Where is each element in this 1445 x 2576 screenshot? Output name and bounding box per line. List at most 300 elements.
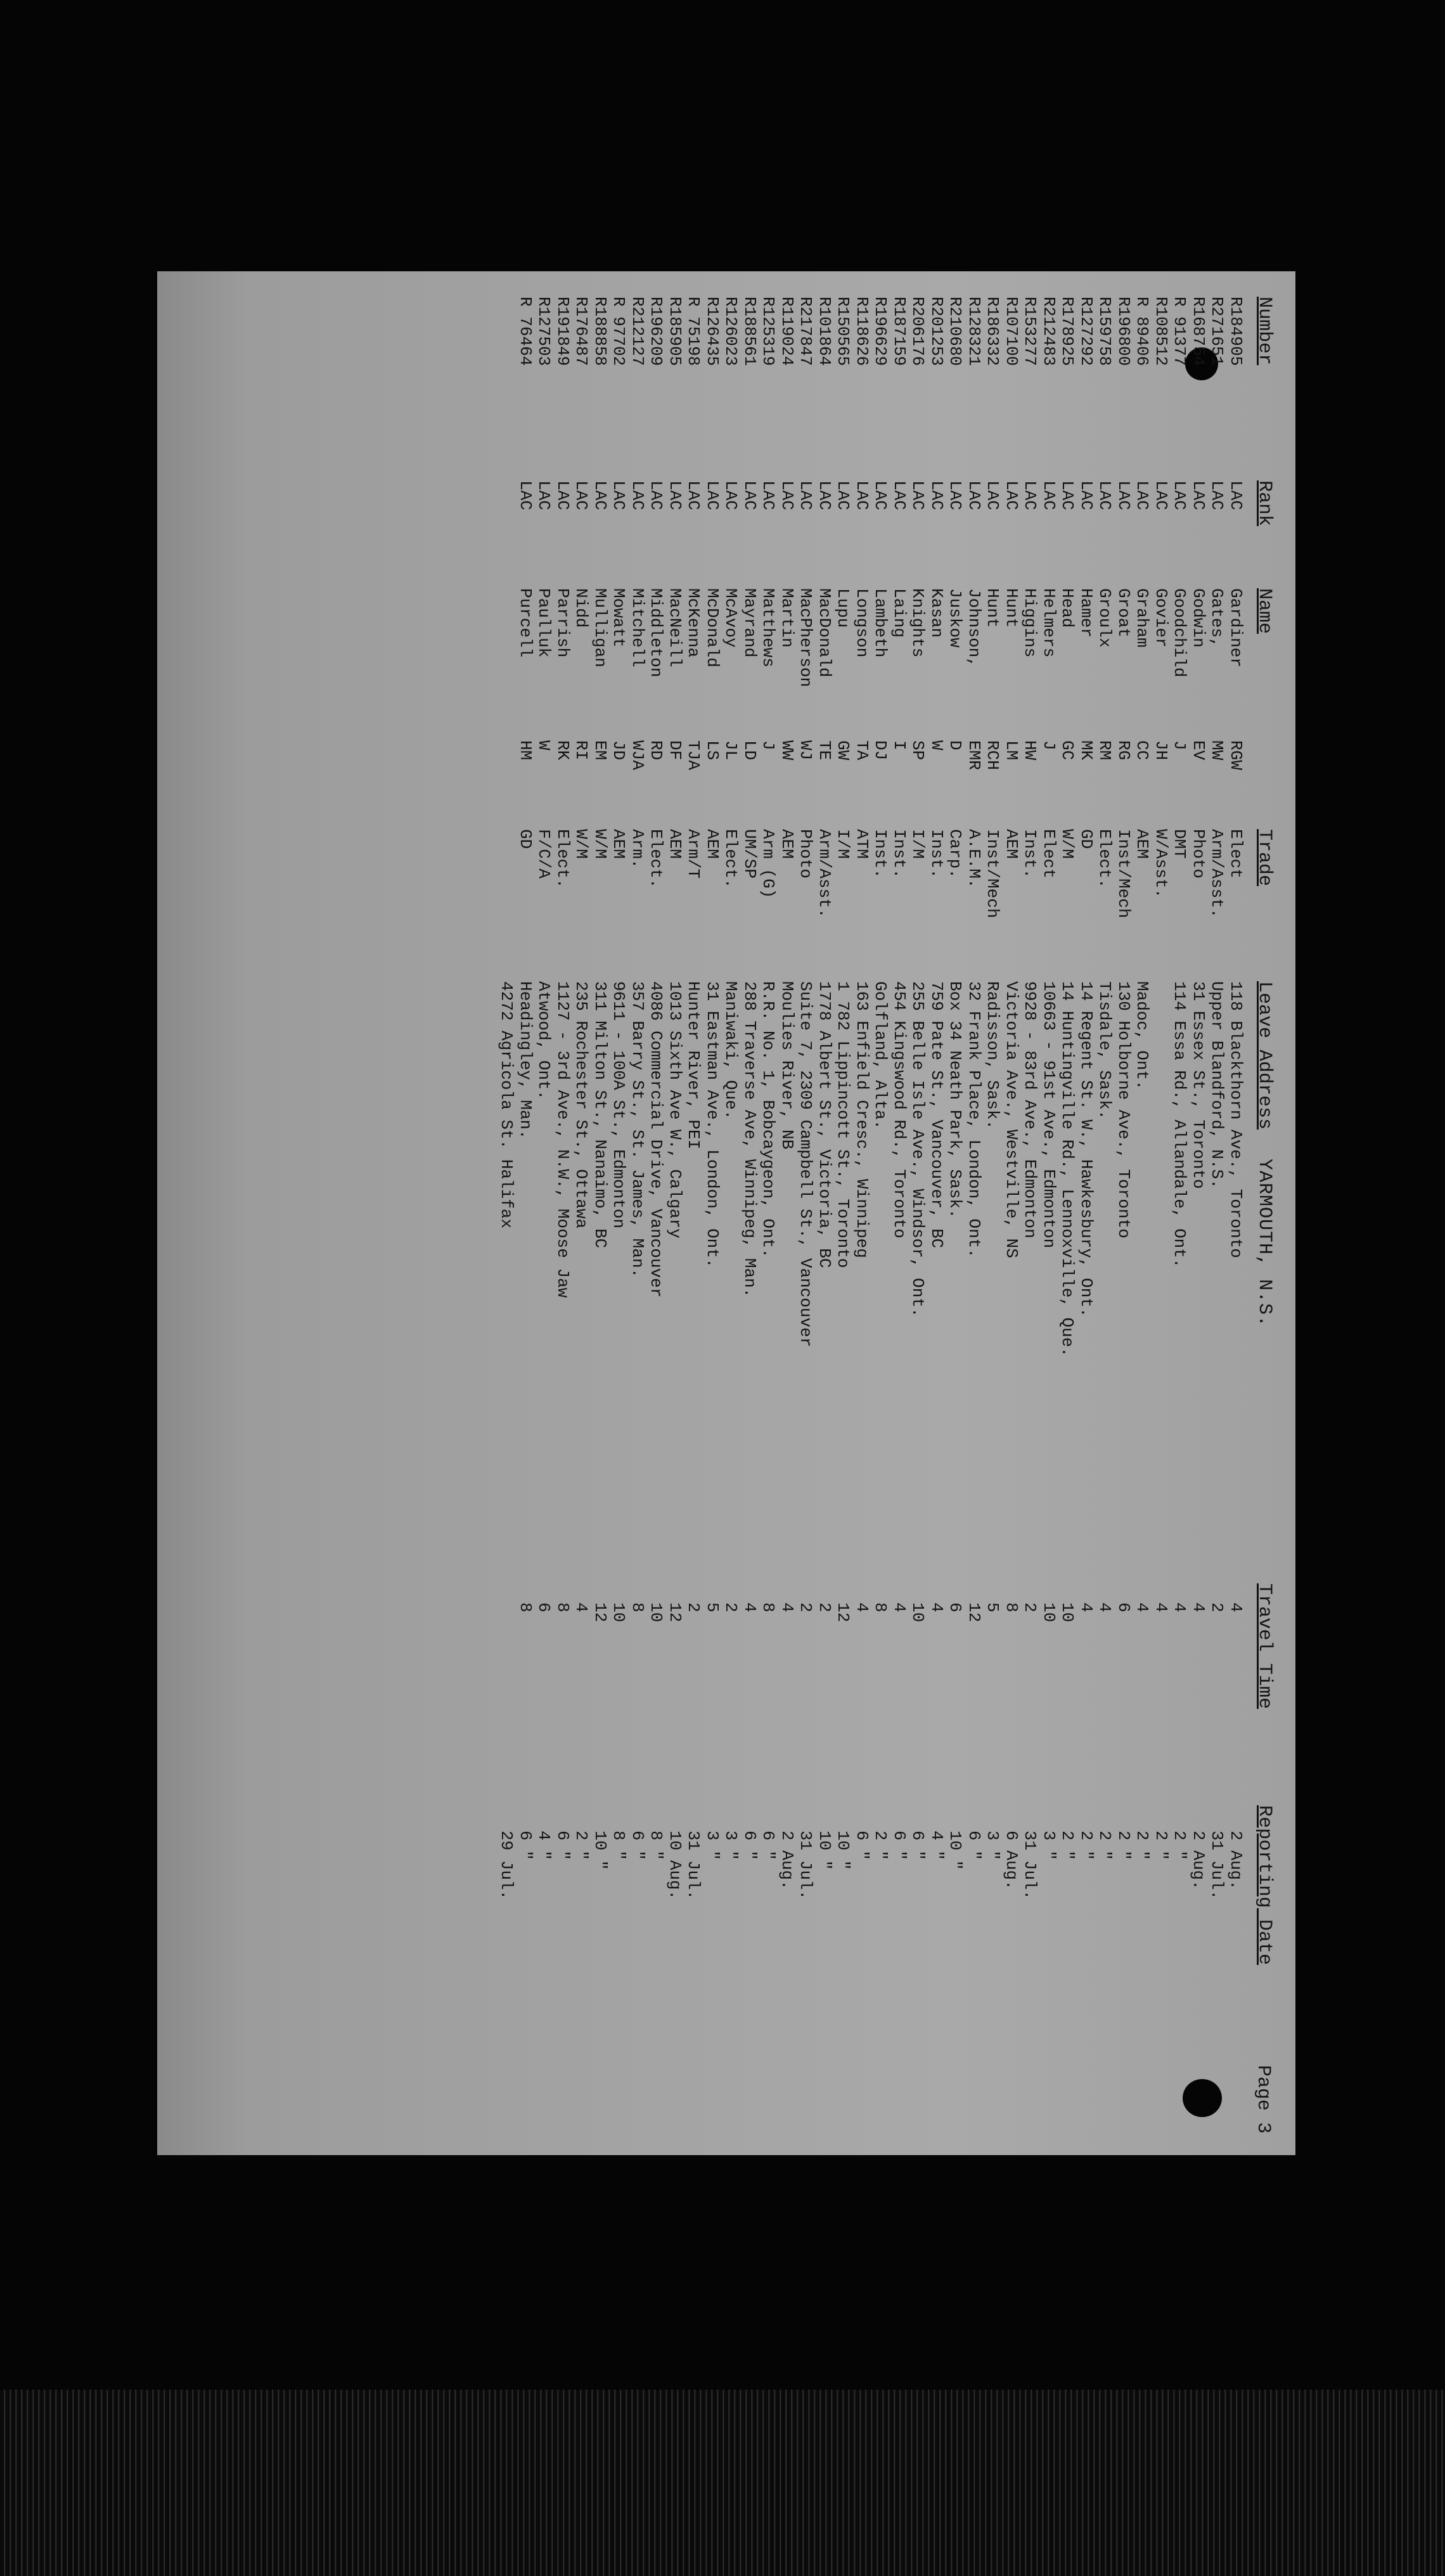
name-cell: Paulluk <box>534 588 554 658</box>
rank-cell: LAC <box>1170 480 1190 510</box>
name-cell: Groat <box>1114 588 1133 638</box>
initials-cell: RI <box>572 740 591 761</box>
address-cell: 10663 - 91st Ave., Edmonton <box>1039 981 1058 1249</box>
service-number: R196800 <box>1114 297 1133 366</box>
name-cell: Longson <box>852 588 871 658</box>
trade-cell: Elect. <box>553 829 572 889</box>
trade-cell: Elect <box>1039 829 1058 879</box>
name-cell: Graham <box>1133 588 1152 648</box>
rank-cell: LAC <box>927 480 946 510</box>
table-row <box>871 271 890 2155</box>
address-cell: 1127 - 3rd Ave., N.W., Moose Jaw <box>553 981 572 1298</box>
service-number: R176487 <box>572 297 591 366</box>
reporting-date-cell: 3 " <box>721 1831 741 1860</box>
reporting-date-cell: 31 Jul. <box>684 1831 703 1900</box>
reporting-date-cell: 10 Aug. <box>665 1831 684 1900</box>
header-rank: Rank <box>1254 480 1275 527</box>
reporting-date-cell: 2 " <box>1114 1831 1133 1860</box>
trade-cell: AEM <box>1133 829 1152 859</box>
name-cell: Groulx <box>1095 588 1115 648</box>
trade-cell: Arm/Asst. <box>815 829 834 918</box>
service-number: R107100 <box>1002 297 1021 366</box>
address-cell: Victoria Ave., Westville, NS <box>1002 981 1021 1258</box>
table-row <box>1077 271 1096 2155</box>
table-row <box>1002 271 1021 2155</box>
table-row <box>628 271 647 2155</box>
table-row <box>852 271 871 2155</box>
reporting-date-cell: 6 " <box>852 1831 871 1860</box>
trade-cell: AEM <box>778 829 797 859</box>
initials-cell: LM <box>1002 740 1021 761</box>
table-row <box>1170 271 1189 2155</box>
trade-cell: I/M <box>908 829 928 859</box>
travel-time-cell: 4 <box>1189 1602 1208 1613</box>
service-number: R150565 <box>833 297 853 366</box>
service-number: R 97702 <box>609 297 629 366</box>
name-cell: Godwin <box>1189 588 1208 648</box>
travel-time-cell: 5 <box>983 1602 1003 1613</box>
table-row <box>1152 271 1171 2155</box>
trade-cell: W/Asst. <box>1152 829 1171 899</box>
trade-cell: W/M <box>1058 829 1077 859</box>
rank-cell: LAC <box>871 480 890 510</box>
rank-cell: LAC <box>609 480 629 510</box>
trade-cell: W/M <box>591 829 610 859</box>
trade-cell: ATM <box>852 829 871 859</box>
trade-cell: AEM <box>609 829 629 859</box>
reporting-date-cell: 3 " <box>983 1831 1003 1860</box>
initials-cell: WJA <box>628 740 647 770</box>
address-cell: 163 Enfield Cresc., Winnipeg <box>852 981 871 1258</box>
address-cell: Upper Blandford, N.S. <box>1207 981 1227 1189</box>
service-number: R118626 <box>852 297 871 366</box>
service-number: R153277 <box>1020 297 1040 366</box>
address-cell: Atwood, Ont. <box>534 981 554 1100</box>
rank-cell: LAC <box>983 480 1003 510</box>
table-row <box>1039 271 1058 2155</box>
address-cell: 357 Barry St., St. James, Man. <box>628 981 647 1278</box>
service-number: R 89406 <box>1133 297 1152 366</box>
rank-cell: LAC <box>1039 480 1058 510</box>
reporting-date-cell: 6 " <box>516 1831 535 1860</box>
name-cell: Mitchell <box>628 588 647 667</box>
trade-cell: Inst. <box>890 829 909 879</box>
name-cell: Purcell <box>516 588 535 658</box>
service-number: R126435 <box>703 297 722 366</box>
rank-cell: LAC <box>1114 480 1133 510</box>
service-number: R178925 <box>1058 297 1077 366</box>
initials-cell: GC <box>1058 740 1077 761</box>
rank-cell: LAC <box>572 480 591 510</box>
reporting-date-cell: 3 " <box>1039 1831 1058 1860</box>
rank-cell: LAC <box>890 480 909 510</box>
address-cell: Radisson, Sask. <box>983 981 1003 1130</box>
reporting-date-cell: 2 " <box>1170 1831 1190 1860</box>
table-row <box>1226 271 1245 2155</box>
name-cell: Hunt <box>983 588 1003 628</box>
name-cell: Head <box>1058 588 1077 628</box>
table-row <box>833 271 852 2155</box>
trade-cell: Elect. <box>721 829 741 889</box>
rank-cell: LAC <box>740 480 759 510</box>
reporting-date-cell: 6 " <box>628 1831 647 1860</box>
travel-time-cell: 8 <box>871 1602 890 1613</box>
initials-cell: RK <box>553 740 572 761</box>
rank-cell: LAC <box>852 480 871 510</box>
address-cell: 9611 - 100A St., Edmonton <box>609 981 629 1229</box>
service-number: R125319 <box>759 297 778 366</box>
table-row <box>890 271 909 2155</box>
trade-cell: A.E.M. <box>965 829 984 889</box>
travel-time-cell: 2 <box>815 1602 834 1613</box>
page-number: Page 3 <box>1252 2065 1274 2134</box>
address-cell: 14 Regent St. W., Hawkesbury, Ont. <box>1077 981 1096 1318</box>
service-number: R187159 <box>890 297 909 366</box>
reporting-date-cell: 3 " <box>703 1831 722 1860</box>
travel-time-cell: 4 <box>572 1602 591 1613</box>
initials-cell: CC <box>1133 740 1152 761</box>
header-leave-address: Leave Address <box>1254 981 1275 1130</box>
travel-time-cell: 6 <box>946 1602 965 1613</box>
rank-cell: LAC <box>778 480 797 510</box>
name-cell: MacNeill <box>665 588 684 667</box>
travel-time-cell: 4 <box>890 1602 909 1613</box>
table-row <box>553 271 572 2155</box>
reporting-date-cell: 2 Aug. <box>1189 1831 1208 1890</box>
trade-cell: AEM <box>665 829 684 859</box>
initials-cell: GW <box>833 740 853 761</box>
address-cell: 235 Rochester St., Ottawa <box>572 981 591 1229</box>
service-number: R 75198 <box>684 297 703 366</box>
name-cell: Govier <box>1152 588 1171 648</box>
reporting-date-cell: 10 " <box>833 1831 853 1871</box>
table-row <box>516 271 535 2155</box>
trade-cell: GD <box>516 829 535 849</box>
trade-cell: Inst. <box>871 829 890 879</box>
address-cell: 454 Kingswood Rd., Toronto <box>890 981 909 1239</box>
initials-cell: D <box>946 740 965 750</box>
rank-cell: LAC <box>665 480 684 510</box>
rank-cell: LAC <box>721 480 741 510</box>
name-cell: Laing <box>890 588 909 638</box>
name-cell: Higgins <box>1020 588 1040 658</box>
table-row <box>665 271 684 2155</box>
initials-cell: RD <box>646 740 666 761</box>
initials-cell: TE <box>815 740 834 761</box>
table-row <box>965 271 984 2155</box>
travel-time-cell: 8 <box>553 1602 572 1613</box>
service-number: R271651 <box>1207 297 1227 366</box>
initials-cell: HM <box>516 740 535 761</box>
table-row <box>591 271 610 2155</box>
table-row <box>778 271 797 2155</box>
table-row <box>759 271 778 2155</box>
rank-cell: LAC <box>684 480 703 510</box>
initials-cell: JH <box>1152 740 1171 761</box>
address-cell: 288 Traverse Ave, Winnipeg, Man. <box>740 981 759 1298</box>
address-cell: 114 Essa Rd., Allandale, Ont. <box>1170 981 1190 1268</box>
service-number: R 91377 <box>1170 297 1190 366</box>
travel-time-cell: 4 <box>1226 1602 1245 1613</box>
reporting-date-cell: 2 Aug. <box>1226 1831 1245 1890</box>
document-page <box>157 271 1295 2155</box>
initials-cell: W <box>534 740 554 750</box>
service-number: R210680 <box>946 297 965 366</box>
name-cell: MacPherson <box>796 588 816 688</box>
reporting-date-cell: 6 Aug. <box>1002 1831 1021 1890</box>
service-number: R212483 <box>1039 297 1058 366</box>
address-cell: 130 Holborne Ave., Toronto <box>1114 981 1133 1239</box>
table-row <box>908 271 927 2155</box>
trade-cell: Arm/T <box>684 829 703 879</box>
initials-cell: TA <box>852 740 871 761</box>
trade-cell: Elect <box>1226 829 1245 879</box>
trade-cell: Arm (G) <box>759 829 778 899</box>
trade-cell: I/M <box>833 829 853 859</box>
rank-cell: LAC <box>1077 480 1096 510</box>
reporting-date-cell: 2 " <box>1095 1831 1115 1860</box>
travel-time-cell: 4 <box>1095 1602 1115 1613</box>
travel-time-cell: 12 <box>591 1602 610 1623</box>
table-row <box>609 271 628 2155</box>
address-cell: Suite 7, 2309 Campbell St., Vancouver <box>796 981 816 1348</box>
service-number: R188561 <box>740 297 759 366</box>
travel-time-cell: 4 <box>852 1602 871 1613</box>
name-cell: Gardiner <box>1226 588 1245 667</box>
reporting-date-cell: 31 Jul. <box>1207 1831 1227 1900</box>
address-cell: 4086 Commercial Drive, Vancouver <box>646 981 666 1298</box>
trade-cell: Inst/Mech <box>983 829 1003 918</box>
table-row <box>534 271 553 2155</box>
initials-cell: EM <box>591 740 610 761</box>
rank-cell: LAC <box>703 480 722 510</box>
service-number: R188858 <box>591 297 610 366</box>
name-cell: McDonald <box>703 588 722 667</box>
initials-cell: HW <box>1020 740 1040 761</box>
rank-cell: LAC <box>815 480 834 510</box>
reporting-date-cell: 10 " <box>591 1831 610 1871</box>
reporting-date-cell: 4 " <box>534 1831 554 1860</box>
trade-cell: Arm. <box>628 829 647 869</box>
document-title: YARMOUTH, N.S. <box>1254 1159 1275 1328</box>
trade-cell: DMT <box>1170 829 1190 859</box>
travel-time-cell: 2 <box>1020 1602 1040 1613</box>
service-number: R185905 <box>665 297 684 366</box>
name-cell: Knights <box>908 588 928 658</box>
table-row <box>796 271 815 2155</box>
initials-cell: RCH <box>983 740 1003 770</box>
reporting-date-cell: 31 Jul. <box>1020 1831 1040 1900</box>
header-number: Number <box>1254 297 1275 366</box>
initials-cell: WW <box>778 740 797 761</box>
rank-cell: LAC <box>628 480 647 510</box>
name-cell: McAvoy <box>721 588 741 648</box>
initials-cell: I <box>890 740 909 750</box>
reporting-date-cell: 6 " <box>759 1831 778 1860</box>
travel-time-cell: 2 <box>796 1602 816 1613</box>
address-cell: Madoc, Ont. <box>1133 981 1152 1090</box>
service-number: R127292 <box>1077 297 1096 366</box>
address-cell: 31 Essex St., Toronto <box>1189 981 1208 1189</box>
address-cell: 9928 - 83rd Ave., Edmonton <box>1020 981 1040 1239</box>
travel-time-cell: 4 <box>1152 1602 1171 1613</box>
service-number: R201253 <box>927 297 946 366</box>
table-row <box>740 271 759 2155</box>
address-cell: 4272 Agricola St. Halifax <box>497 981 517 1229</box>
initials-cell: RG <box>1114 740 1133 761</box>
travel-time-cell: 5 <box>703 1602 722 1613</box>
reporting-date-cell: 29 Jul. <box>497 1831 517 1900</box>
rank-cell: LAC <box>965 480 984 510</box>
rank-cell: LAC <box>759 480 778 510</box>
table-row <box>1114 271 1133 2155</box>
table-row <box>1207 271 1226 2155</box>
address-cell: Golfland, Alta. <box>871 981 890 1130</box>
reporting-date-cell: 2 " <box>871 1831 890 1860</box>
name-cell: Mulligan <box>591 588 610 667</box>
travel-time-cell: 10 <box>908 1602 928 1623</box>
service-number: R196629 <box>871 297 890 366</box>
table-row <box>684 271 703 2155</box>
service-number: R184905 <box>1226 297 1245 366</box>
reporting-date-cell: 2 " <box>1077 1831 1096 1860</box>
service-number: R191849 <box>553 297 572 366</box>
personnel-table <box>497 271 1245 2155</box>
initials-cell: JL <box>721 740 741 761</box>
address-cell: Maniwaki, Que. <box>721 981 741 1120</box>
rank-cell: LAC <box>946 480 965 510</box>
name-cell: Mowatt <box>609 588 629 648</box>
initials-cell: LD <box>740 740 759 761</box>
rank-cell: LAC <box>796 480 816 510</box>
reporting-date-cell: 6 " <box>965 1831 984 1860</box>
reporting-date-cell: 2 " <box>572 1831 591 1860</box>
travel-time-cell: 8 <box>759 1602 778 1613</box>
service-number: R217847 <box>796 297 816 366</box>
travel-time-cell: 10 <box>1058 1602 1077 1623</box>
reporting-date-cell: 10 " <box>946 1831 965 1871</box>
travel-time-cell: 6 <box>534 1602 554 1613</box>
header-name: Name <box>1254 588 1275 634</box>
table-row <box>703 271 722 2155</box>
reporting-date-cell: 2 " <box>1133 1831 1152 1860</box>
travel-time-cell: 12 <box>665 1602 684 1623</box>
service-number: R119024 <box>778 297 797 366</box>
name-cell: Kasan <box>927 588 946 638</box>
initials-cell: EMR <box>965 740 984 770</box>
address-cell: 1 782 Lippincott St., Toronto <box>833 981 853 1268</box>
address-cell: 255 Belle Isle Ave., Windsor, Ont. <box>908 981 928 1318</box>
initials-cell: TJA <box>684 740 703 770</box>
initials-cell: SP <box>908 740 928 761</box>
initials-cell: WJ <box>796 740 816 761</box>
initials-cell: W <box>927 740 946 750</box>
reporting-date-cell: 10 " <box>815 1831 834 1871</box>
rank-cell: LAC <box>1226 480 1245 510</box>
rank-cell: LAC <box>591 480 610 510</box>
table-row <box>983 271 1002 2155</box>
service-number: R196209 <box>646 297 666 366</box>
name-cell: Mayrand <box>740 588 759 658</box>
travel-time-cell: 10 <box>609 1602 629 1623</box>
table-row <box>1133 271 1152 2155</box>
table-row <box>1189 271 1208 2155</box>
travel-time-cell: 4 <box>740 1602 759 1613</box>
trade-cell: Inst. <box>927 829 946 879</box>
travel-time-cell: 8 <box>516 1602 535 1613</box>
address-cell: Moulies River, NB <box>778 981 797 1150</box>
rank-cell: LAC <box>553 480 572 510</box>
address-cell: 32 Frank Place, London, Ont. <box>965 981 984 1258</box>
name-cell: Lambeth <box>871 588 890 658</box>
rank-cell: LAC <box>833 480 853 510</box>
name-cell: Parrish <box>553 588 572 658</box>
reporting-date-cell: 6 " <box>553 1831 572 1860</box>
name-cell: Nidd <box>572 588 591 628</box>
service-number: R 76464 <box>516 297 535 366</box>
service-number: R108512 <box>1152 297 1171 366</box>
rank-cell: LAC <box>908 480 928 510</box>
trade-cell: Arm/Asst. <box>1207 829 1227 918</box>
travel-time-cell: 4 <box>1170 1602 1190 1613</box>
name-cell: Hamer <box>1077 588 1096 638</box>
trade-cell: Inst/Mech <box>1114 829 1133 918</box>
service-number: R159758 <box>1095 297 1115 366</box>
travel-time-cell: 12 <box>833 1602 853 1623</box>
name-cell: Hunt <box>1002 588 1021 628</box>
service-number: R206176 <box>908 297 928 366</box>
trade-cell: Inst. <box>1020 829 1040 879</box>
name-cell: Johnson, <box>965 588 984 667</box>
table-row <box>572 271 591 2155</box>
travel-time-cell: 4 <box>1077 1602 1096 1613</box>
address-cell: 1013 Sixth Ave W., Calgary <box>665 981 684 1239</box>
rank-cell: LAC <box>1002 480 1021 510</box>
table-row <box>646 271 665 2155</box>
travel-time-cell: 10 <box>646 1602 666 1623</box>
reporting-date-cell: 2 Aug. <box>778 1831 797 1890</box>
name-cell: McKenna <box>684 588 703 658</box>
name-cell: Lupu <box>833 588 853 628</box>
reporting-date-cell: 6 " <box>908 1831 928 1860</box>
address-cell: 311 Milton St., Nanaimo, BC <box>591 981 610 1249</box>
rank-cell: LAC <box>1133 480 1152 510</box>
rank-cell: LAC <box>646 480 666 510</box>
travel-time-cell: 10 <box>1039 1602 1058 1623</box>
service-number: R168754 <box>1189 297 1208 366</box>
trade-cell: W/M <box>572 829 591 859</box>
initials-cell: JD <box>609 740 629 761</box>
address-cell: R.R. No. 1, Bobcaygeon, Ont. <box>759 981 778 1258</box>
trade-cell: Photo <box>1189 829 1208 879</box>
table-row <box>721 271 740 2155</box>
reporting-date-cell: 6 " <box>740 1831 759 1860</box>
table-row <box>815 271 834 2155</box>
service-number: R128321 <box>965 297 984 366</box>
rank-cell: LAC <box>1058 480 1077 510</box>
trade-cell: UM/SP <box>740 829 759 879</box>
travel-time-cell: 4 <box>778 1602 797 1613</box>
document-content <box>157 271 1295 2155</box>
service-number: R212127 <box>628 297 647 366</box>
rank-cell: LAC <box>1189 480 1208 510</box>
service-number: R101864 <box>815 297 834 366</box>
initials-cell: MW <box>1207 740 1227 761</box>
rank-cell: LAC <box>516 480 535 510</box>
trade-cell: GD <box>1077 829 1096 849</box>
reporting-date-cell: 8 " <box>646 1831 666 1860</box>
header-travel-time: Travel Time <box>1254 1583 1275 1710</box>
